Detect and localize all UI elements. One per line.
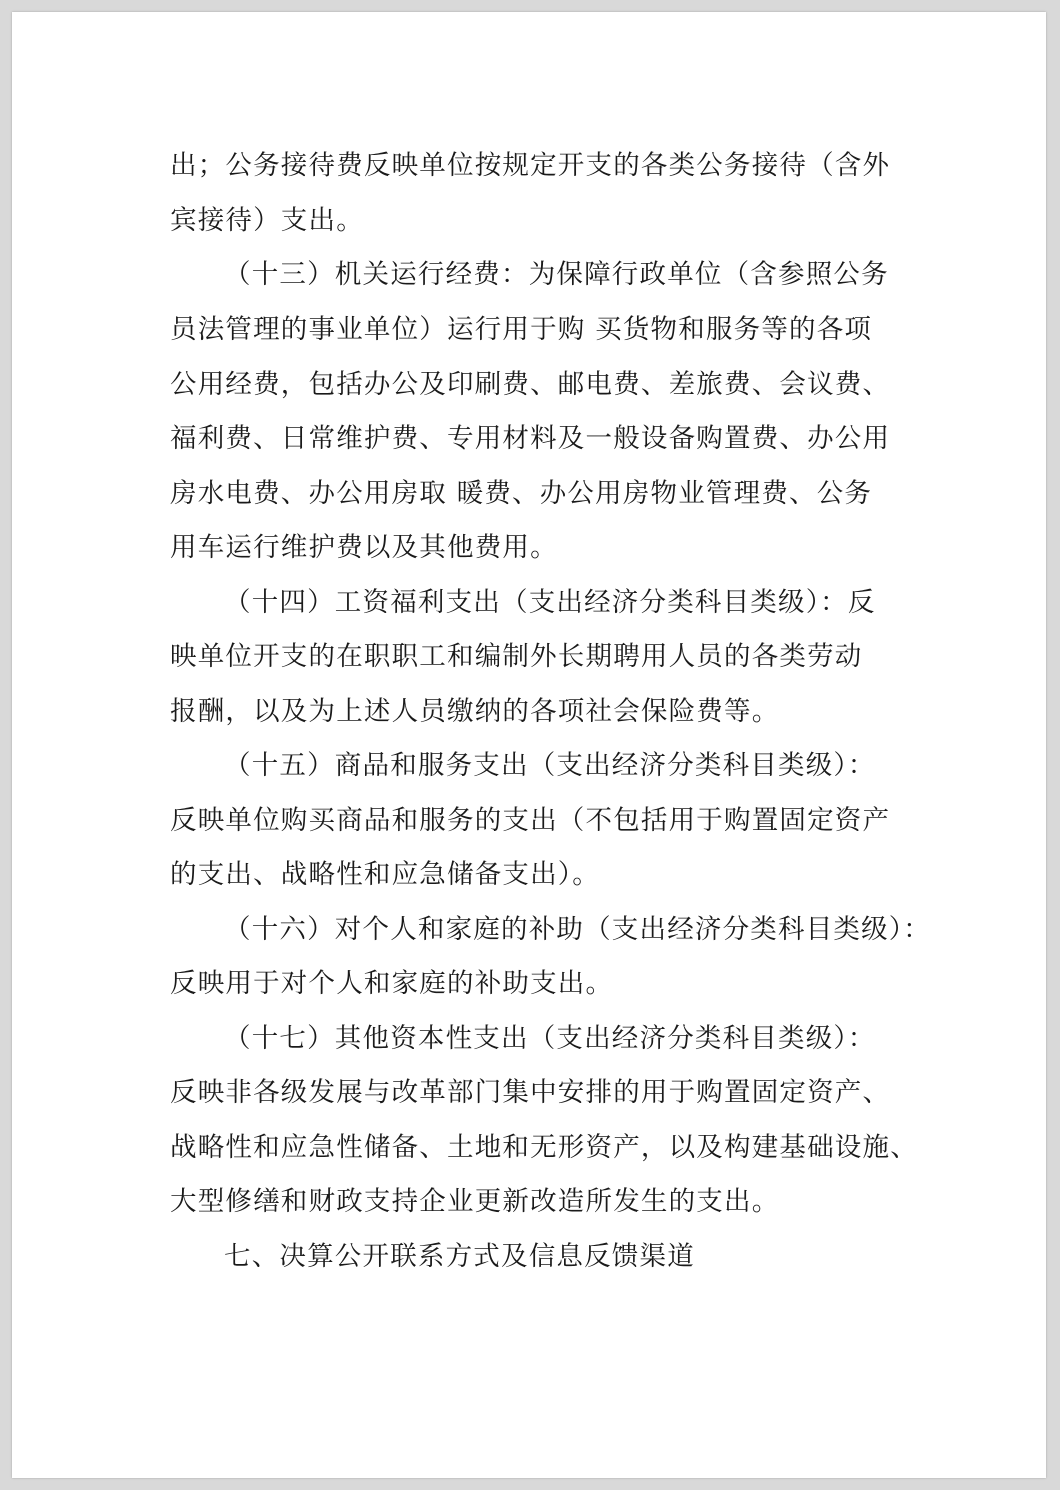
paragraph-heading: （十七）其他资本性支出（支出经济分类科目类级）： [224,1023,876,1054]
text-line: 出；公务接待费反映单位按规定开支的各类公务接待（含外 [170,150,891,181]
text-line: 战略性和应急性储备、土地和无形资产，以及构建基础设施、 [170,1132,918,1163]
text-line: 映单位开支的在职职工和编制外长期聘用人员的各类劳动 [170,641,863,672]
text-line: 用车运行维护费以及其他费用。 [170,532,558,563]
document-page [12,12,1046,1478]
paragraph-heading: （十四）工资福利支出（支出经济分类科目类级）：反 [224,587,876,618]
paragraph-heading: （十六）对个人和家庭的补助（支出经济分类科目类级）： [224,914,931,945]
text-line: 反映非各级发展与改革部门集中安排的用于购置固定资产、 [170,1077,891,1108]
text-line: 公用经费，包括办公及印刷费、邮电费、差旅费、会议费、 [170,369,891,400]
section-heading: 七、决算公开联系方式及信息反馈渠道 [224,1241,695,1272]
text-line: 报酬，以及为上述人员缴纳的各项社会保险费等。 [170,696,780,727]
text-line: 宾接待）支出。 [170,205,364,236]
text-line: 反映用于对个人和家庭的补助支出。 [170,968,614,999]
paragraph-heading: （十三）机关运行经费：为保障行政单位（含参照公务 [224,259,889,290]
text-line: 反映单位购买商品和服务的支出（不包括用于购置固定资产 [170,805,891,836]
paragraph-heading: （十五）商品和服务支出（支出经济分类科目类级）： [224,750,876,781]
text-line: 大型修缮和财政支持企业更新改造所发生的支出。 [170,1186,780,1217]
text-line: 的支出、战略性和应急储备支出）。 [170,859,600,890]
text-line: 福利费、日常维护费、专用材料及一般设备购置费、办公用 [170,423,891,454]
text-line: 员法管理的事业单位）运行用于购 买货物和服务等的各项 [170,314,873,345]
text-line: 房水电费、办公用房取 暖费、办公用房物业管理费、公务 [170,478,873,509]
